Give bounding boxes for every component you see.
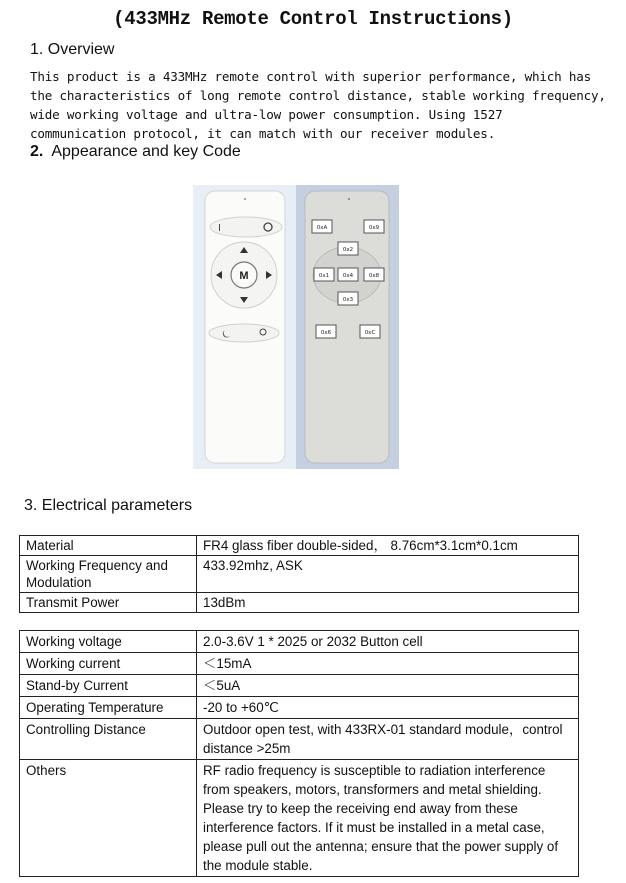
param-name: Operating Temperature: [20, 697, 197, 719]
param-value: -20 to +60℃: [197, 697, 579, 719]
overview-line: This product is a 433MHz remote control with superior performance, which has: [30, 69, 592, 84]
param-value: ＜15mA: [197, 653, 579, 675]
remote-front-illustration: [193, 185, 296, 469]
center-button-label: M: [239, 270, 249, 282]
param-name: Working current: [20, 653, 197, 675]
param-name: Working Frequency and Modulation: [20, 556, 197, 593]
overview-line: communication protocol, it can match with our receiver modules.: [30, 126, 496, 141]
param-value: Outdoor open test, with 433RX-01 standard module，control distance >25m: [197, 719, 579, 760]
overview-line: wide working voltage and ultra-low power consumption. Using 1527: [30, 107, 503, 122]
param-value: ＜5uA: [197, 675, 579, 697]
key-code-label: 0x4: [342, 273, 354, 279]
param-value: 13dBm: [197, 593, 579, 613]
table-row: [20, 760, 579, 877]
param-value: FR4 glass fiber double-sided， 8.76cm*3.1cm*0.1cm: [197, 536, 579, 556]
appearance-heading-text: Appearance and key Code: [51, 143, 241, 160]
overview-line: the characteristics of long remote control distance, stable working frequency,: [30, 88, 606, 103]
svg-text:I: I: [218, 223, 221, 234]
table-row: [20, 719, 579, 760]
key-code-label: 0x3: [342, 297, 354, 303]
param-value: 433.92mhz, ASK: [197, 556, 579, 593]
key-code-label: 0x2: [342, 247, 354, 253]
param-value: 2.0-3.6V 1 * 2025 or 2032 Button cell: [197, 631, 579, 653]
table-row: [20, 536, 579, 556]
section-number: 2.: [30, 143, 44, 160]
param-name: Controlling Distance: [20, 719, 197, 760]
table-row: [20, 593, 579, 613]
table-row: [20, 653, 579, 675]
param-name: Working voltage: [20, 631, 197, 653]
power-icon: [218, 223, 221, 234]
param-name: Others: [20, 760, 197, 877]
params-table-2: [19, 630, 579, 877]
remote-front-photo: [193, 185, 296, 469]
key-code-label: 0xC: [364, 330, 376, 336]
table-row: [20, 631, 579, 653]
table-row: [20, 675, 579, 697]
key-code-label: 0x6: [320, 330, 332, 336]
key-code-label: 0x8: [368, 273, 380, 279]
overview-text: [30, 67, 610, 143]
remote-photos: [193, 185, 399, 469]
param-name: Transmit Power: [20, 593, 197, 613]
appearance-heading: [30, 143, 241, 161]
table-row: [20, 556, 579, 593]
remote-code-photo: [296, 185, 399, 469]
table-row: [20, 697, 579, 719]
key-code-label: 0x9: [368, 225, 380, 231]
param-value: RF radio frequency is susceptible to radiation interference from speakers, motors, transformers and metal shielding. Please try to keep the receiving end away from these interference factors. If it must be installed in a metal case, please pull out the antenna; ensure that the power supply of the module stable.: [197, 760, 579, 877]
overview-heading: 1. Overview: [30, 41, 115, 58]
params-table-1: [19, 535, 579, 613]
param-name: Stand-by Current: [20, 675, 197, 697]
remote-code-illustration: [296, 185, 399, 469]
key-code-label: 0x1: [318, 273, 330, 279]
param-name: Material: [20, 536, 197, 556]
key-code-label: 0xA: [316, 225, 328, 231]
electrical-heading: 3. Electrical parameters: [24, 497, 193, 514]
document-title: (433MHz Remote Control Instructions): [113, 8, 513, 30]
